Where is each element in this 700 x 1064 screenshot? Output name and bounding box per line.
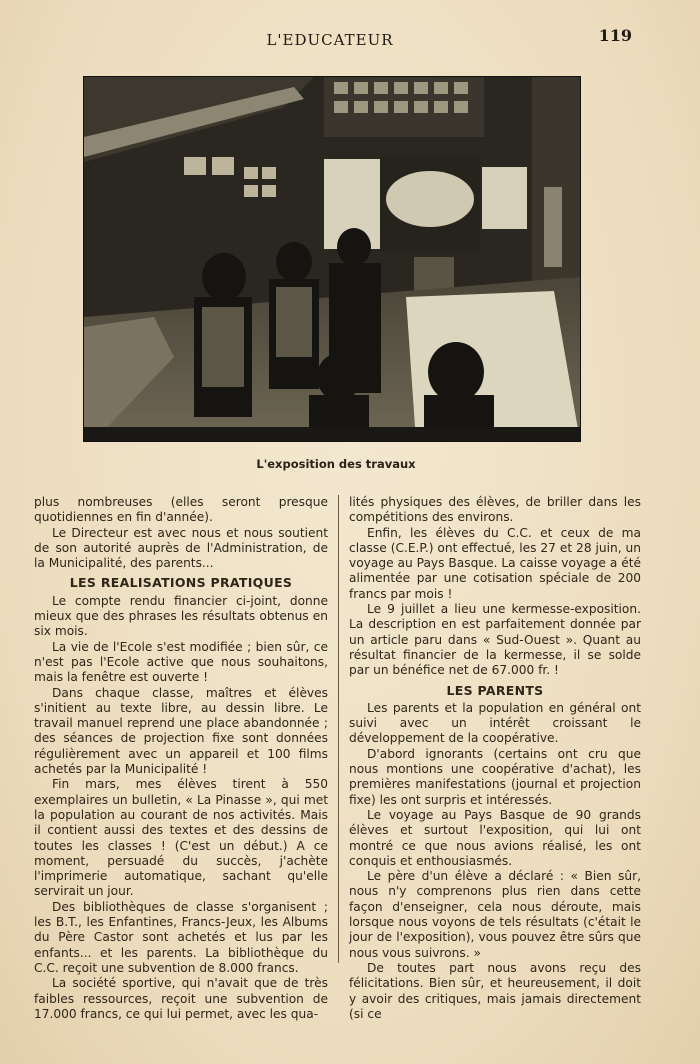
page-number: 119 (598, 26, 632, 45)
paragraph: La société sportive, qui n'avait que de très faibles ressources, reçoit une subvention de 17.000 francs, ce qui lui permet, avec les qua- (34, 976, 328, 1021)
paragraph: lités physiques des élèves, de briller dans les compétitions des environs. (349, 495, 641, 525)
paragraph: Les parents et la population en général ont suivi avec un intérêt croissant le développement de la coopérative. (349, 700, 641, 746)
paragraph: Le voyage au Pays Basque de 90 grands élèves et surtout l'exposition, qui lui ont montré ce que nous avions réalisé, les ont conquis et enthousiasmés. (349, 807, 641, 868)
paragraph: Le père d'un élève a déclaré : « Bien sûr, nous n'y comprenons plus rien dans cette façon d'enseigner, cela nous déroute, mais lorsque nous voyons de tels résultats (c'était le jour de l'exposition), vous pouvez être sûrs que nous vous suivrons. » (349, 869, 641, 960)
paragraph: Des bibliothèques de classe s'organisent ; les B.T., les Enfantines, Francs-Jeux, les Albums du Père Castor sont achetés et lus par les enfants... et les parents. La bibliothèque du C.C. reçoit une subvention de 8.000 francs. (34, 899, 328, 975)
paragraph: Le compte rendu financier ci-joint, donne mieux que des phrases les résultats obtenus en six mois. (34, 593, 328, 639)
exhibition-photo (83, 76, 581, 442)
section-heading: LES REALISATIONS PRATIQUES (69, 575, 293, 591)
right-column (349, 495, 641, 1022)
paragraph: Le 9 juillet a lieu une kermesse-exposition. La description en est parfaitement donnée par un article paru dans « Sud-Ouest ». Quant au résultat financier de la kermesse, il se solde par un bénéfice net de 67.000 fr. ! (349, 602, 641, 678)
paragraph: Enfin, les élèves du C.C. et ceux de ma classe (C.E.P.) ont effectué, les 27 et 28 juin, un voyage au Pays Basque. La caisse voyage a été alimentée par une cotisation spéciale de 200 francs par mois ! (349, 525, 641, 601)
left-column (34, 495, 328, 1022)
paragraph: Le Directeur est avec nous et nous soutient de son autorité auprès de l'Administration, de la Municipalité, des parents... (34, 525, 328, 571)
journal-title: L'EDUCATEUR (266, 31, 394, 49)
paragraph: La vie de l'Ecole s'est modifiée ; bien sûr, ce n'est pas l'Ecole active que nous souhaitons, mais la fenêtre est ouverte ! (34, 639, 328, 685)
paragraph: D'abord ignorants (certains ont cru que nous montions une coopérative d'achat), les premières manifestations (journal et projection fixe) les ont surpris et intéressés. (349, 746, 641, 807)
paragraph: plus nombreuses (elles seront presque quotidiennes en fin d'année). (34, 495, 328, 525)
figure-caption: L'exposition des travaux (256, 457, 416, 471)
section-heading: LES PARENTS (446, 682, 544, 698)
column-divider (338, 495, 339, 963)
paragraph: Fin mars, mes élèves tirent à 550 exemplaires un bulletin, « La Pinasse », qui met la population au courant de nos activités. Mais il contient aussi des textes et des dessins de toutes les classes ! (C'est un début.) A ce moment, persuadé du succès, j'achète l'imprimerie automatique, sachant qu'elle servirait un jour. (34, 777, 328, 899)
paragraph: Dans chaque classe, maîtres et élèves s'initient au texte libre, au dessin libre. Le travail manuel reprend une place abandonnée ; des séances de projection fixe sont données régulièrement avec un appareil et 100 films achetés par la Municipalité ! (34, 685, 328, 777)
paragraph: De toutes part nous avons reçu des félicitations. Bien sûr, et heureusement, il doit y avoir des critiques, mais jamais directement (si ce (349, 960, 641, 1021)
